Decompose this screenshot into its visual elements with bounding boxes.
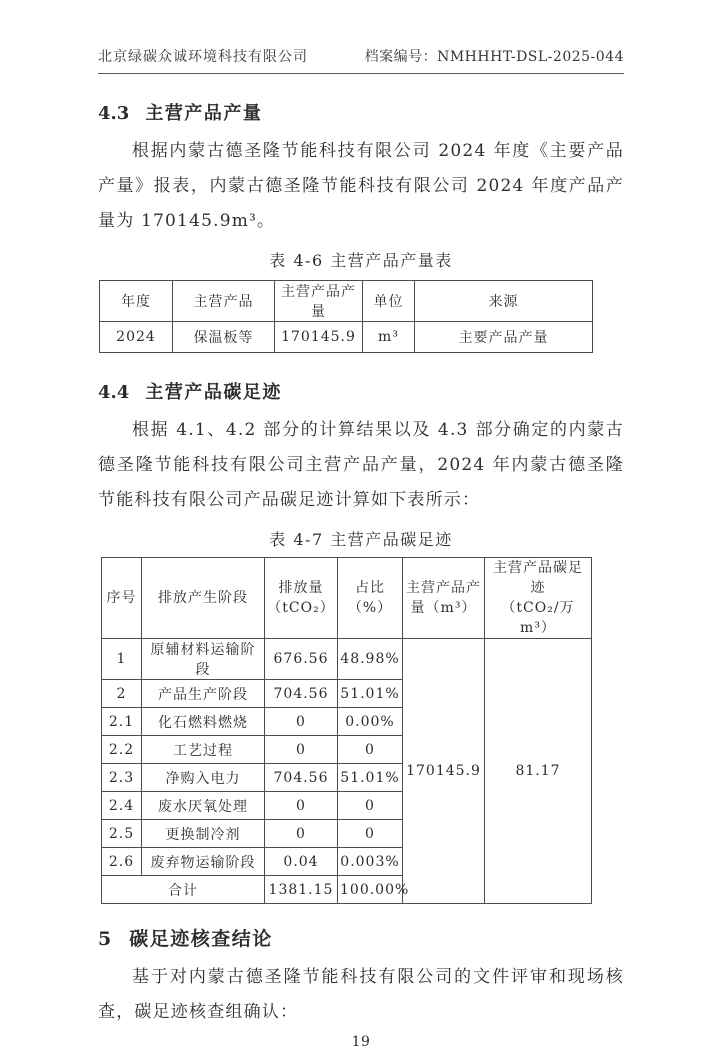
header-company-name: 北京绿碳众诚环境科技有限公司 <box>98 49 308 65</box>
cell-share: 0 <box>338 820 403 848</box>
cell-emission: 704.56 <box>265 680 338 708</box>
cell-total-label: 合计 <box>102 876 265 904</box>
col-header-output-line2: 量（m³） <box>410 600 477 616</box>
cell-total-emission: 1381.15 <box>265 876 338 904</box>
cell-emission: 0 <box>265 820 338 848</box>
cell-main-product: 保温板等 <box>173 322 275 353</box>
col-header-footprint-line1: 主营产品碳足迹 <box>493 560 583 596</box>
cell-emission: 704.56 <box>265 764 338 792</box>
header-file-number: 档案编号：NMHHHT-DSL-2025-044 <box>364 49 624 65</box>
cell-source: 主要产品产量 <box>415 322 593 353</box>
cell-index: 1 <box>102 639 142 680</box>
col-header-footprint-line2: （tCO₂/万 m³） <box>501 600 575 636</box>
col-header-stage: 排放产生阶段 <box>142 558 265 639</box>
cell-index: 2.6 <box>102 848 142 876</box>
cell-stage: 净购入电力 <box>142 764 265 792</box>
col-header-source: 来源 <box>415 281 593 322</box>
cell-stage: 化石燃料燃烧 <box>142 708 265 736</box>
table-row <box>100 322 593 353</box>
cell-index: 2.1 <box>102 708 142 736</box>
section-heading-4-3 <box>98 99 624 125</box>
col-header-emission-line2: （tCO₂） <box>267 600 335 616</box>
col-header-output <box>403 558 485 639</box>
col-header-emission <box>265 558 338 639</box>
col-header-index: 序号 <box>102 558 142 639</box>
table-4-7-caption: 表 4-7 主营产品碳足迹 <box>269 530 453 549</box>
table-4-6-caption: 表 4-6 主营产品产量表 <box>269 251 453 270</box>
cell-share: 0 <box>338 736 403 764</box>
paragraph-5: 基于对内蒙古德圣隆节能科技有限公司的文件评审和现场核查，碳足迹核查组确认： <box>98 967 624 1022</box>
cell-share: 48.98% <box>338 639 403 680</box>
col-header-output: 主营产品产量 <box>275 281 363 322</box>
cell-year: 2024 <box>100 322 173 353</box>
cell-index: 2.5 <box>102 820 142 848</box>
cell-output-merged: 170145.9 <box>403 639 485 904</box>
col-header-share: 占比（%） <box>338 558 403 639</box>
cell-index: 2.3 <box>102 764 142 792</box>
section-title: 主营产品产量 <box>145 103 263 124</box>
section-title: 主营产品碳足迹 <box>145 382 282 403</box>
cell-stage: 更换制冷剂 <box>142 820 265 848</box>
section-number: 4.3 <box>98 103 130 124</box>
cell-share: 0.003% <box>338 848 403 876</box>
cell-index: 2.2 <box>102 736 142 764</box>
cell-footprint-merged: 81.17 <box>485 639 592 904</box>
cell-stage: 原辅材料运输阶段 <box>142 639 265 680</box>
col-header-unit: 单位 <box>363 281 415 322</box>
cell-share: 0.00% <box>338 708 403 736</box>
cell-output: 170145.9 <box>275 322 363 353</box>
page-header <box>98 46 624 74</box>
col-header-year: 年度 <box>100 281 173 322</box>
col-header-output-line1: 主营产品产 <box>406 580 481 596</box>
cell-stage: 废弃物运输阶段 <box>142 848 265 876</box>
cell-stage: 工艺过程 <box>142 736 265 764</box>
cell-emission: 676.56 <box>265 639 338 680</box>
table-row <box>102 639 592 680</box>
table-4-7 <box>101 557 592 904</box>
cell-emission: 0 <box>265 736 338 764</box>
cell-emission: 0 <box>265 792 338 820</box>
cell-share: 51.01% <box>338 680 403 708</box>
cell-total-share: 100.00% <box>338 876 403 904</box>
col-header-footprint <box>485 558 592 639</box>
cell-emission: 0 <box>265 708 338 736</box>
cell-index: 2 <box>102 680 142 708</box>
table-4-6 <box>99 280 593 353</box>
cell-index: 2.4 <box>102 792 142 820</box>
col-header-main-product: 主营产品 <box>173 281 275 322</box>
page-number: 19 <box>351 1034 371 1050</box>
cell-unit: m³ <box>363 322 415 353</box>
table-4-6-header-row <box>100 281 593 322</box>
section-heading-5 <box>98 924 624 951</box>
cell-share: 51.01% <box>338 764 403 792</box>
section-heading-4-4 <box>98 378 624 404</box>
section-number: 5 <box>98 928 112 950</box>
section-number: 4.4 <box>98 382 130 403</box>
paragraph-4-4: 根据 4.1、4.2 部分的计算结果以及 4.3 部分确定的内蒙古德圣隆节能科技有限公司主营产品产量，2024 年内蒙古德圣隆节能科技有限公司产品碳足迹计算如下表所示： <box>98 420 624 510</box>
cell-stage: 产品生产阶段 <box>142 680 265 708</box>
section-title: 碳足迹核查结论 <box>129 928 273 950</box>
col-header-emission-line1: 排放量 <box>278 580 324 596</box>
cell-emission: 0.04 <box>265 848 338 876</box>
table-4-7-header-row <box>102 558 592 639</box>
paragraph-4-3: 根据内蒙古德圣隆节能科技有限公司 2024 年度《主要产品产量》报表，内蒙古德圣隆节能科技有限公司 2024 年度产品产量为 170145.9m³。 <box>98 141 624 231</box>
cell-share: 0 <box>338 792 403 820</box>
cell-stage: 废水厌氧处理 <box>142 792 265 820</box>
